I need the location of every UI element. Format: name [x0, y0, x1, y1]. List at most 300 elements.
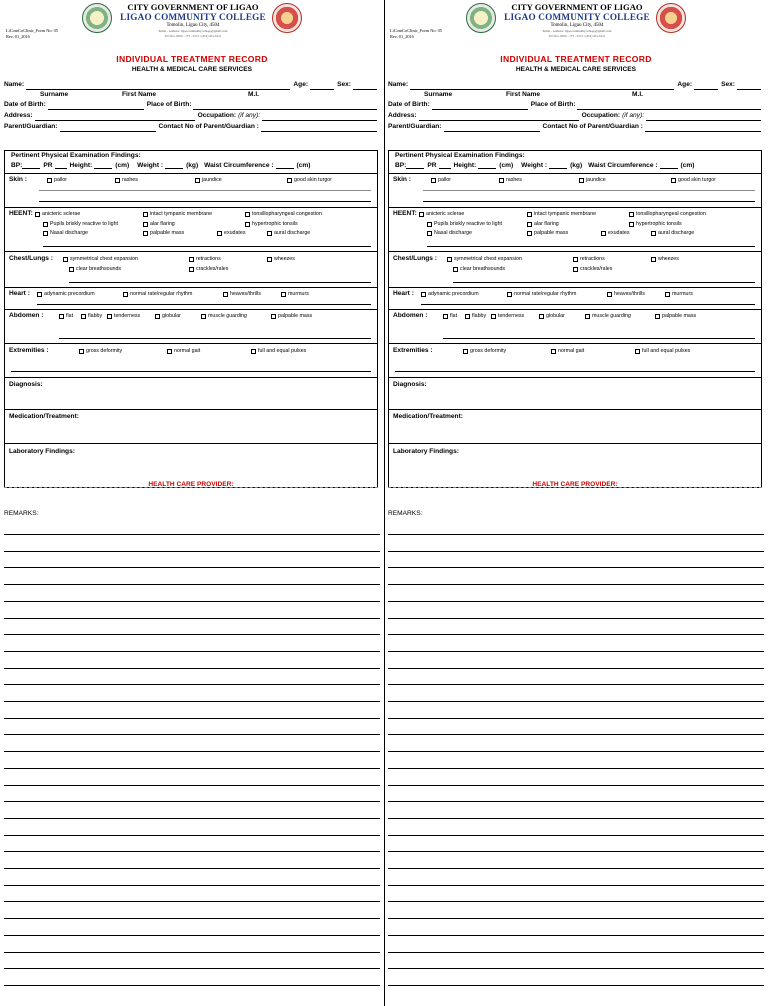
sex-field[interactable] [353, 82, 377, 90]
heent-option[interactable]: exudates [217, 230, 246, 236]
heent-option[interactable]: hypertrophic tonsils [629, 221, 682, 227]
form-title: INDIVIDUAL TREATMENT RECORD [116, 54, 268, 64]
bp-label: BP: [395, 162, 407, 169]
heent-option[interactable]: anicteric sclerae [419, 211, 464, 217]
remarks-line[interactable] [4, 751, 380, 752]
provider-label: HEALTH CARE PROVIDER: [532, 481, 618, 488]
form-revision: Rev. 01_2016 [390, 34, 414, 39]
checkbox-icon[interactable] [251, 349, 256, 354]
checkbox-icon[interactable] [671, 178, 676, 183]
skin-notes-line[interactable] [39, 190, 371, 191]
checkbox-icon[interactable] [507, 292, 512, 297]
checkbox-icon[interactable] [431, 178, 436, 183]
medication-section[interactable] [5, 409, 377, 444]
remarks-line[interactable] [388, 901, 764, 902]
lab-label: Laboratory Findings: [393, 448, 459, 455]
skin-option[interactable]: pallor [431, 177, 451, 183]
name-field[interactable] [26, 82, 290, 90]
checkbox-icon[interactable] [635, 349, 640, 354]
checkbox-icon[interactable] [665, 292, 670, 297]
remarks-line[interactable] [4, 851, 380, 852]
checkbox-icon[interactable] [245, 212, 250, 217]
checkbox-icon[interactable] [217, 231, 222, 236]
chest-option[interactable]: symmetrical chest expansion [63, 256, 138, 262]
heent-option[interactable]: anicteric sclerae [35, 211, 80, 217]
skin-option[interactable]: good skin turgor [671, 177, 716, 183]
guardian-row [388, 121, 764, 132]
remarks-line[interactable] [4, 618, 380, 619]
skin-option[interactable]: rashes [499, 177, 522, 183]
checkbox-icon[interactable] [79, 349, 84, 354]
skin-option[interactable]: jaundice [195, 177, 222, 183]
checkbox-icon[interactable] [551, 349, 556, 354]
remarks-line[interactable] [4, 734, 380, 735]
remarks-left [4, 510, 380, 517]
medication-label: Medication/Treatment: [393, 413, 463, 420]
remarks-line[interactable] [4, 818, 380, 819]
remarks-line[interactable] [4, 668, 380, 669]
checkbox-icon[interactable] [143, 212, 148, 217]
city-name: CITY GOVERNMENT OF LIGAO [511, 2, 643, 12]
remarks-line[interactable] [4, 801, 380, 802]
checkbox-icon[interactable] [43, 222, 48, 227]
extremities-option[interactable]: full and equal pulses [635, 348, 690, 354]
checkbox-icon[interactable] [573, 257, 578, 262]
guardian-contact-field[interactable] [261, 124, 377, 132]
abdomen-option[interactable]: flat [443, 313, 457, 319]
remarks-line[interactable] [4, 551, 380, 552]
heent-section [5, 207, 377, 252]
checkbox-icon[interactable] [281, 292, 286, 297]
skin-option[interactable]: rashes [115, 177, 138, 183]
extremities-section [389, 343, 761, 378]
remarks-line[interactable] [388, 768, 764, 769]
checkbox-icon[interactable] [539, 314, 544, 319]
address-row [4, 110, 380, 121]
remarks-line[interactable] [388, 618, 764, 619]
diagnosis-section[interactable] [389, 377, 761, 410]
remarks-line[interactable] [4, 935, 380, 936]
checkbox-icon[interactable] [201, 314, 206, 319]
remarks-line[interactable] [388, 601, 764, 602]
checkbox-icon[interactable] [43, 231, 48, 236]
heent-notes-line[interactable] [43, 246, 371, 247]
heent-option[interactable]: alar flaring [143, 221, 175, 227]
remarks-line[interactable] [388, 751, 764, 752]
city-seal-icon [466, 3, 496, 33]
checkbox-icon[interactable] [115, 178, 120, 183]
heent-label: HEENT: [393, 210, 417, 217]
heent-option[interactable]: palpable mass [143, 230, 184, 236]
height-label: Height: [453, 162, 477, 169]
remarks-line[interactable] [388, 885, 764, 886]
record-right [388, 0, 764, 488]
abdomen-option[interactable]: palpable mass [655, 313, 696, 319]
remarks-line[interactable] [388, 835, 764, 836]
skin-notes-line[interactable] [423, 201, 755, 202]
chest-notes-line[interactable] [453, 282, 755, 283]
chest-option[interactable]: retractions [573, 256, 605, 262]
name-row [4, 79, 380, 90]
heart-option[interactable]: normal rate/regular rhythm [123, 291, 192, 297]
remarks-line[interactable] [4, 768, 380, 769]
weight-unit: (kg) [570, 162, 583, 169]
pr-label: PR [43, 162, 53, 169]
remarks-line[interactable] [388, 534, 764, 535]
pob-field[interactable] [193, 102, 377, 110]
heent-option[interactable]: hypertrophic tonsils [245, 221, 298, 227]
heent-option[interactable]: exudates [601, 230, 630, 236]
age-field[interactable] [694, 82, 718, 90]
checkbox-icon[interactable] [143, 231, 148, 236]
remarks-line[interactable] [388, 801, 764, 802]
checkbox-icon[interactable] [35, 212, 40, 217]
chest-section [5, 251, 377, 288]
abdomen-option[interactable]: muscle guarding [585, 313, 631, 319]
checkbox-icon[interactable] [465, 314, 470, 319]
remarks-line[interactable] [388, 634, 764, 635]
chest-option[interactable]: retractions [189, 256, 221, 262]
heent-option[interactable]: tonsillopharyngeal congestion [245, 211, 322, 217]
heent-option[interactable]: Nasal discharge [43, 230, 88, 236]
skin-option[interactable]: jaundice [579, 177, 606, 183]
remarks-line[interactable] [388, 551, 764, 552]
remarks-line[interactable] [4, 868, 380, 869]
checkbox-icon[interactable] [189, 267, 194, 272]
name-sublabels [4, 90, 380, 99]
guardian-contact-label: Contact No of Parent/Guardian : [158, 123, 259, 130]
chest-option[interactable]: symmetrical chest expansion [447, 256, 522, 262]
address-label: Address: [388, 112, 417, 119]
remarks-line[interactable] [388, 868, 764, 869]
college-seal-icon [272, 3, 302, 33]
physical-exam-box [4, 150, 378, 488]
heent-option[interactable]: palpable mass [527, 230, 568, 236]
abdomen-option[interactable]: muscle guarding [201, 313, 247, 319]
lab-section[interactable] [389, 443, 761, 488]
first-name-label: First Name [506, 91, 541, 98]
checkbox-icon[interactable] [195, 178, 200, 183]
remarks-line[interactable] [388, 701, 764, 702]
remarks-line[interactable] [4, 584, 380, 585]
skin-option[interactable]: pallor [47, 177, 67, 183]
remarks-line[interactable] [388, 651, 764, 652]
abdomen-option[interactable]: tenderness [107, 313, 140, 319]
checkbox-icon[interactable] [447, 257, 452, 262]
checkbox-icon[interactable] [651, 257, 656, 262]
form-header [4, 0, 380, 50]
remarks-label: REMARKS: [4, 510, 39, 517]
sex-field[interactable] [737, 82, 761, 90]
heent-option[interactable]: Pupils briskly reactive to light [43, 221, 118, 227]
chest-option[interactable]: clear breathsounds [453, 266, 505, 272]
checkbox-icon[interactable] [107, 314, 112, 319]
checkbox-icon[interactable] [267, 257, 272, 262]
checkbox-icon[interactable] [427, 231, 432, 236]
chest-option[interactable]: wheezes [651, 256, 679, 262]
checkbox-icon[interactable] [81, 314, 86, 319]
height-field[interactable] [478, 161, 496, 169]
college-email: Email - Address: ligaocommunitycollege@gmail.com [542, 29, 612, 33]
extremities-option[interactable]: normal gait [551, 348, 584, 354]
checkbox-icon[interactable] [527, 231, 532, 236]
remarks-line[interactable] [388, 952, 764, 953]
heart-option[interactable]: normal rate/regular rhythm [507, 291, 576, 297]
dob-field[interactable] [432, 102, 528, 110]
waist-field[interactable] [276, 161, 294, 169]
address-field[interactable] [35, 113, 195, 121]
remarks-line[interactable] [4, 601, 380, 602]
heart-option[interactable]: murmurs [281, 291, 309, 297]
occupation-field[interactable] [646, 113, 761, 121]
heart-notes-line[interactable] [37, 304, 371, 305]
heent-option[interactable]: aural discharge [267, 230, 310, 236]
checkbox-icon[interactable] [47, 178, 52, 183]
checkbox-icon[interactable] [629, 222, 634, 227]
checkbox-icon[interactable] [421, 292, 426, 297]
chest-notes-line[interactable] [69, 282, 371, 283]
college-email: Email - Address: ligaocommunitycollege@gmail.com [158, 29, 228, 33]
form-revision: Rev. 01_2016 [6, 34, 30, 39]
remarks-line[interactable] [388, 567, 764, 568]
chest-option[interactable]: wheezes [267, 256, 295, 262]
address-row [388, 110, 764, 121]
remarks-line[interactable] [4, 701, 380, 702]
heent-option[interactable]: intact tympanic membrane [527, 211, 596, 217]
checkbox-icon[interactable] [655, 314, 660, 319]
remarks-line[interactable] [4, 952, 380, 953]
remarks-line[interactable] [4, 684, 380, 685]
checkbox-icon[interactable] [585, 314, 590, 319]
remarks-line[interactable] [4, 567, 380, 568]
address-field[interactable] [419, 113, 579, 121]
physical-exam-box [388, 150, 762, 488]
sex-label: Sex: [721, 81, 735, 88]
heent-notes-line[interactable] [427, 246, 755, 247]
checkbox-icon[interactable] [601, 231, 606, 236]
exam-header: Pertinent Physical Examination Findings: [11, 152, 141, 159]
cut-line [4, 487, 378, 488]
remarks-line[interactable] [4, 835, 380, 836]
chest-option[interactable]: crackles/rales [573, 266, 612, 272]
heent-option[interactable]: Nasal discharge [427, 230, 472, 236]
guardian-contact-label: Contact No of Parent/Guardian : [542, 123, 643, 130]
checkbox-icon[interactable] [155, 314, 160, 319]
checkbox-icon[interactable] [267, 231, 272, 236]
extremities-option[interactable]: gross deformity [463, 348, 506, 354]
checkbox-icon[interactable] [245, 222, 250, 227]
extremities-option[interactable]: gross deformity [79, 348, 122, 354]
checkbox-icon[interactable] [573, 267, 578, 272]
weight-field[interactable] [549, 161, 567, 169]
heent-option[interactable]: aural discharge [651, 230, 694, 236]
remarks-line[interactable] [4, 918, 380, 919]
occupation-note: (if any): [238, 112, 261, 119]
vitals-section [5, 151, 377, 173]
remarks-line[interactable] [388, 985, 764, 986]
remarks-line[interactable] [388, 968, 764, 969]
guardian-field[interactable] [444, 124, 540, 132]
waist-unit: (cm) [296, 162, 311, 169]
remarks-line[interactable] [4, 985, 380, 986]
checkbox-icon[interactable] [427, 222, 432, 227]
heart-option[interactable]: heaves/thrills [607, 291, 645, 297]
institution-block [114, 2, 272, 39]
checkbox-icon[interactable] [443, 314, 448, 319]
remarks-line[interactable] [4, 534, 380, 535]
remarks-line[interactable] [388, 918, 764, 919]
pob-field[interactable] [577, 102, 761, 110]
heent-section [389, 207, 761, 252]
remarks-line[interactable] [388, 684, 764, 685]
remarks-line[interactable] [388, 851, 764, 852]
checkbox-icon[interactable] [579, 178, 584, 183]
bp-field[interactable] [406, 161, 424, 169]
extremities-notes-line[interactable] [395, 371, 755, 372]
abdomen-option[interactable]: palpable mass [271, 313, 312, 319]
record-left [4, 0, 380, 488]
checkbox-icon[interactable] [123, 292, 128, 297]
skin-notes-line[interactable] [423, 190, 755, 191]
vitals-section [389, 151, 761, 173]
lab-section[interactable] [5, 443, 377, 488]
checkbox-icon[interactable] [37, 292, 42, 297]
birth-row [388, 99, 764, 110]
abdomen-option[interactable]: tenderness [491, 313, 524, 319]
name-row [388, 79, 764, 90]
remarks-line[interactable] [388, 935, 764, 936]
checkbox-icon[interactable] [271, 314, 276, 319]
weight-unit: (kg) [186, 162, 199, 169]
pob-label: Place of Birth: [530, 101, 576, 108]
checkbox-icon[interactable] [223, 292, 228, 297]
name-field[interactable] [410, 82, 674, 90]
checkbox-icon[interactable] [629, 212, 634, 217]
heart-option[interactable]: adynamic precordium [37, 291, 95, 297]
surname-label: Surname [40, 91, 69, 98]
extremities-option[interactable]: normal gait [167, 348, 200, 354]
checkbox-icon[interactable] [527, 212, 532, 217]
checkbox-icon[interactable] [527, 222, 532, 227]
abdomen-notes-line[interactable] [443, 338, 755, 339]
skin-notes-line[interactable] [39, 201, 371, 202]
remarks-line[interactable] [4, 651, 380, 652]
checkbox-icon[interactable] [419, 212, 424, 217]
occupation-field[interactable] [262, 113, 377, 121]
college-phone: Tel Nos: 0926 - 772 - 2313 / (052) 431-6121 [164, 34, 222, 38]
bp-field[interactable] [22, 161, 40, 169]
guardian-contact-field[interactable] [645, 124, 761, 132]
extremities-label: Extremities : [9, 347, 49, 354]
dob-label: Date of Birth: [4, 101, 46, 108]
surname-label: Surname [424, 91, 453, 98]
dob-field[interactable] [48, 102, 144, 110]
extremities-label: Extremities : [393, 347, 433, 354]
checkbox-icon[interactable] [607, 292, 612, 297]
chest-option[interactable]: clear breathsounds [69, 266, 121, 272]
remarks-line[interactable] [4, 718, 380, 719]
extremities-option[interactable]: full and equal pulses [251, 348, 306, 354]
pr-field[interactable] [439, 161, 451, 169]
name-label: Name: [4, 81, 25, 88]
chest-option[interactable]: crackles/rales [189, 266, 228, 272]
name-sublabels [388, 90, 764, 99]
abdomen-option[interactable]: flat [59, 313, 73, 319]
remarks-line[interactable] [4, 968, 380, 969]
pr-field[interactable] [55, 161, 67, 169]
heart-section [5, 287, 377, 310]
heent-option[interactable]: Pupils briskly reactive to light [427, 221, 502, 227]
abdomen-option[interactable]: flabby [81, 313, 102, 319]
heart-notes-line[interactable] [421, 304, 755, 305]
checkbox-icon[interactable] [143, 222, 148, 227]
heent-option[interactable]: tonsillopharyngeal congestion [629, 211, 706, 217]
abdomen-option[interactable]: globular [539, 313, 565, 319]
form-code [390, 28, 442, 40]
skin-option[interactable]: good skin turgor [287, 177, 332, 183]
diagnosis-section[interactable] [5, 377, 377, 410]
heart-option[interactable]: heaves/thrills [223, 291, 261, 297]
form-header [388, 0, 764, 50]
checkbox-icon[interactable] [189, 257, 194, 262]
remarks-line[interactable] [4, 785, 380, 786]
heart-option[interactable]: adynamic precordium [421, 291, 479, 297]
college-address: Tomolin, Ligao City, 4504 [166, 23, 220, 28]
waist-field[interactable] [660, 161, 678, 169]
checkbox-icon[interactable] [463, 349, 468, 354]
remarks-line[interactable] [388, 818, 764, 819]
checkbox-icon[interactable] [453, 267, 458, 272]
chest-label: Chest/Lungs : [393, 255, 437, 262]
remarks-line[interactable] [388, 734, 764, 735]
extremities-notes-line[interactable] [11, 371, 371, 372]
remarks-line[interactable] [388, 718, 764, 719]
heent-option[interactable]: alar flaring [527, 221, 559, 227]
remarks-line[interactable] [4, 634, 380, 635]
remarks-line[interactable] [4, 901, 380, 902]
exam-header: Pertinent Physical Examination Findings: [395, 152, 525, 159]
remarks-line[interactable] [388, 584, 764, 585]
weight-field[interactable] [165, 161, 183, 169]
remarks-line[interactable] [4, 885, 380, 886]
height-label: Height: [69, 162, 93, 169]
remarks-line[interactable] [388, 785, 764, 786]
checkbox-icon[interactable] [491, 314, 496, 319]
city-seal-icon [82, 3, 112, 33]
checkbox-icon[interactable] [167, 349, 172, 354]
abdomen-notes-line[interactable] [59, 338, 371, 339]
checkbox-icon[interactable] [59, 314, 64, 319]
heart-option[interactable]: murmurs [665, 291, 693, 297]
diagnosis-label: Diagnosis: [9, 381, 43, 388]
heent-option[interactable]: intact tympanic membrane [143, 211, 212, 217]
checkbox-icon[interactable] [651, 231, 656, 236]
city-name: CITY GOVERNMENT OF LIGAO [127, 2, 259, 12]
abdomen-option[interactable]: flabby [465, 313, 486, 319]
checkbox-icon[interactable] [499, 178, 504, 183]
height-field[interactable] [94, 161, 112, 169]
guardian-field[interactable] [60, 124, 156, 132]
remarks-line[interactable] [388, 668, 764, 669]
medication-section[interactable] [389, 409, 761, 444]
checkbox-icon[interactable] [287, 178, 292, 183]
checkbox-icon[interactable] [63, 257, 68, 262]
abdomen-option[interactable]: globular [155, 313, 181, 319]
age-field[interactable] [310, 82, 334, 90]
checkbox-icon[interactable] [69, 267, 74, 272]
provider-label: HEALTH CARE PROVIDER: [148, 481, 234, 488]
form-number: LiComCoClinic_Form No. 05 [6, 28, 58, 33]
